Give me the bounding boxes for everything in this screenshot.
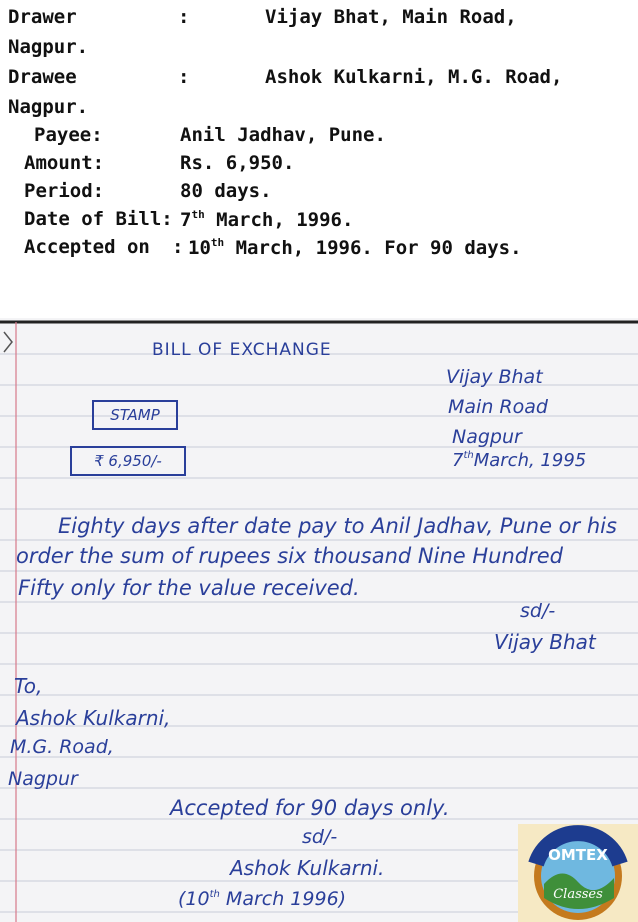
accepted-separator: : [172, 236, 184, 258]
drawer-name: Vijay Bhat [446, 366, 543, 388]
payee-label: Payee: [34, 124, 103, 146]
amount-value: Rs. 6,950. [180, 152, 295, 174]
omtex-logo [518, 824, 638, 922]
accepted-note: Accepted for 90 days only. [170, 796, 450, 820]
stamp-box: STAMP [92, 400, 178, 430]
bill-date-label: Date of Bill: [24, 208, 173, 230]
drawee-separator: : [178, 66, 190, 88]
acceptance-date: (10th March 1996) [178, 888, 347, 910]
drawer-label: Drawer [8, 6, 77, 28]
acceptor-sd: sd/- [302, 826, 338, 848]
drawer-separator: : [178, 6, 190, 28]
drawer-city: Nagpur. [8, 36, 89, 58]
bill-date: 7thMarch, 1995 [452, 450, 587, 471]
drawee-value: Ashok Kulkarni, M.G. Road, [265, 66, 563, 88]
to-name: Ashok Kulkarni, [16, 706, 171, 730]
amount-box: ₹ 6,950/- [70, 446, 186, 476]
accepted-label: Accepted on [24, 236, 150, 258]
acceptor-name: Ashok Kulkarni. [230, 856, 385, 880]
drawer-signature-sd: sd/- [520, 600, 556, 622]
bill-date-value: 7th March, 1996. [180, 208, 354, 231]
bill-details [0, 0, 638, 300]
to-label: To, [14, 674, 43, 698]
drawer-signature-name: Vijay Bhat [494, 630, 596, 654]
amount-label: Amount: [24, 152, 105, 174]
to-road: M.G. Road, [10, 736, 114, 758]
bill-heading: BILL OF EXCHANGE [152, 340, 332, 360]
accepted-value: 10th March, 1996. For 90 days. [188, 236, 522, 259]
to-city: Nagpur [8, 768, 78, 790]
body-line-3: Fifty only for the value received. [18, 576, 360, 600]
drawer-city: Nagpur [452, 426, 522, 448]
body-line-1: Eighty days after date pay to Anil Jadhav, Pune or his [58, 514, 617, 538]
drawee-city: Nagpur. [8, 96, 89, 118]
drawer-road: Main Road [448, 396, 548, 418]
period-value: 80 days. [180, 180, 272, 202]
body-line-2: order the sum of rupees six thousand Nine Hundred [16, 544, 563, 568]
period-label: Period: [24, 180, 105, 202]
logo-top-text: OMTEX [548, 846, 608, 864]
logo-bottom-text: Classes [553, 887, 603, 902]
drawer-value: Vijay Bhat, Main Road, [265, 6, 517, 28]
drawee-label: Drawee [8, 66, 77, 88]
payee-value: Anil Jadhav, Pune. [180, 124, 386, 146]
